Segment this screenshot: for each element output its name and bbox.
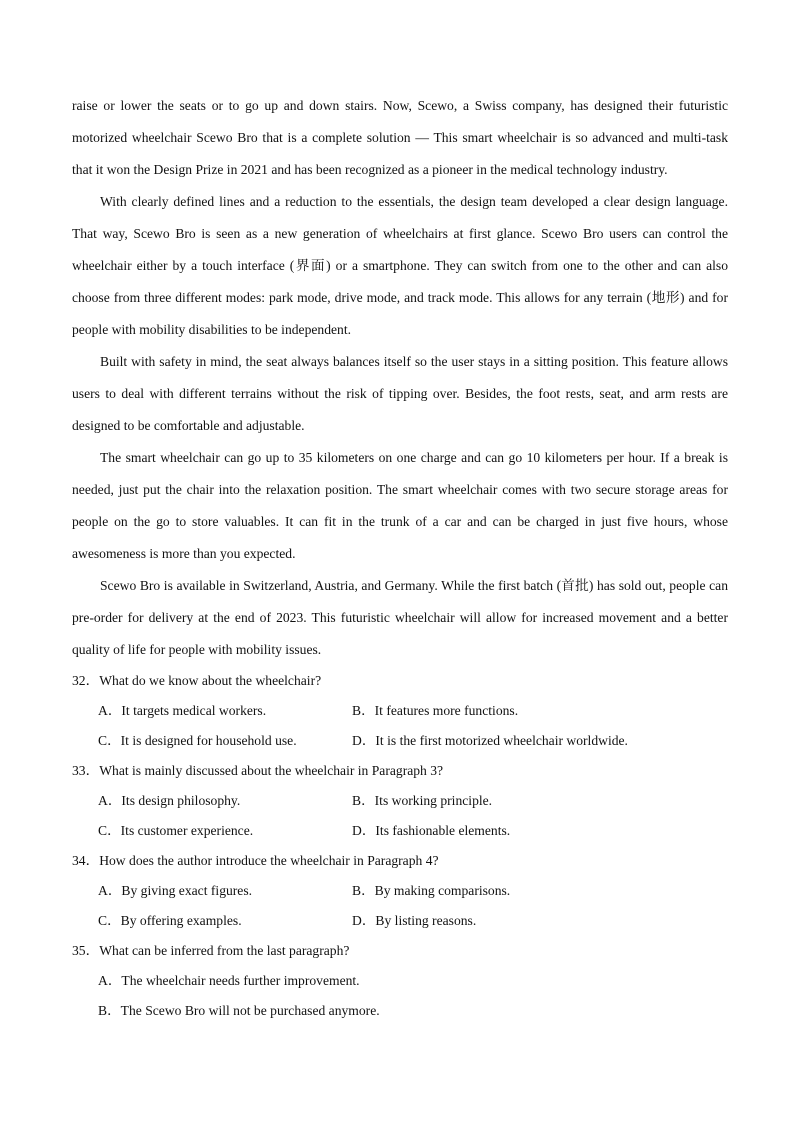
question-options [72, 966, 728, 1026]
option-a[interactable]: A．It targets medical workers. [98, 703, 267, 718]
options-row [98, 696, 728, 726]
option-b[interactable]: B．By making comparisons. [352, 883, 511, 898]
option-d[interactable]: D．It is the first motorized wheelchair worldwide. [352, 733, 628, 748]
options-row [98, 786, 728, 816]
option-c[interactable]: C．Its customer experience. [98, 823, 254, 838]
options-row [98, 906, 728, 936]
option-a[interactable]: A．The wheelchair needs further improvement. [98, 973, 360, 988]
question-stem [72, 846, 728, 876]
question-options [72, 786, 728, 846]
option-d[interactable]: D．By listing reasons. [352, 913, 477, 928]
question-options [72, 876, 728, 936]
question-35 [72, 936, 728, 1026]
paragraph-2: With clearly defined lines and a reduction to the essentials, the design team developed a clear design language. That way, Scewo Bro is seen as a new generation of wheelchairs at first glance. Scewo Bro users can control the wheelchair either by a touch interface (界面) or a smartphone. They can switch from one to the other and can also choose from three different modes: park mode, drive mode, and track mode. This allows for any terrain (地形) and for people with mobility disabilities to be independent. [72, 194, 728, 337]
option-d[interactable]: D．Its fashionable elements. [352, 823, 511, 838]
paragraph-5: Scewo Bro is available in Switzerland, Austria, and Germany. While the first batch (首批) has sold out, people can pre-order for delivery at the end of 2023. This futuristic wheelchair will allow for increased movement and a better quality of life for people with mobility issues. [72, 578, 728, 657]
question-33 [72, 756, 728, 846]
question-text: What can be inferred from the last paragraph? [99, 943, 350, 958]
option-c[interactable]: C．By offering examples. [98, 913, 242, 928]
option-b[interactable]: B．It features more functions. [352, 703, 519, 718]
paragraph-4: The smart wheelchair can go up to 35 kilometers on one charge and can go 10 kilometers per hour. If a break is needed, just put the chair into the relaxation position. The smart wheelchair comes with two secure storage areas for people on the go to store valuables. It can fit in the trunk of a car and can be charged in just five hours, whose awesomeness is more than you expected. [72, 450, 728, 561]
question-text: How does the author introduce the wheelchair in Paragraph 4? [99, 853, 439, 868]
option-a[interactable]: A．Its design philosophy. [98, 793, 241, 808]
paragraph-1: raise or lower the seats or to go up and down stairs. Now, Scewo, a Swiss company, has designed their futuristic motorized wheelchair Scewo Bro that is a complete solution — This smart wheelchair is so advanced and multi-task that it won the Design Prize in 2021 and has been recognized as a pioneer in the medical technology industry. [72, 98, 728, 177]
question-number: 34． [72, 853, 100, 868]
options-row [98, 966, 728, 996]
question-32 [72, 666, 728, 756]
question-stem [72, 666, 728, 696]
option-b[interactable]: B．Its working principle. [352, 793, 493, 808]
question-number: 32． [72, 673, 100, 688]
question-34 [72, 846, 728, 936]
question-number: 35． [72, 943, 100, 958]
options-row [98, 816, 728, 846]
question-options [72, 696, 728, 756]
paragraph-3: Built with safety in mind, the seat always balances itself so the user stays in a sitting position. This feature allows users to deal with different terrains without the risk of tipping over. Besides, the foot rests, seat, and arm rests are designed to be comfortable and adjustable. [72, 354, 728, 433]
option-c[interactable]: C．It is designed for household use. [98, 733, 297, 748]
question-stem [72, 756, 728, 786]
options-row [98, 876, 728, 906]
question-text: What is mainly discussed about the wheelchair in Paragraph 3? [99, 763, 444, 778]
options-row [98, 726, 728, 756]
question-text: What do we know about the wheelchair? [99, 673, 322, 688]
question-number: 33． [72, 763, 100, 778]
document-page [72, 90, 728, 1026]
option-b[interactable]: B．The Scewo Bro will not be purchased anymore. [98, 1003, 380, 1018]
option-a[interactable]: A．By giving exact figures. [98, 883, 253, 898]
question-stem [72, 936, 728, 966]
options-row [98, 996, 728, 1026]
